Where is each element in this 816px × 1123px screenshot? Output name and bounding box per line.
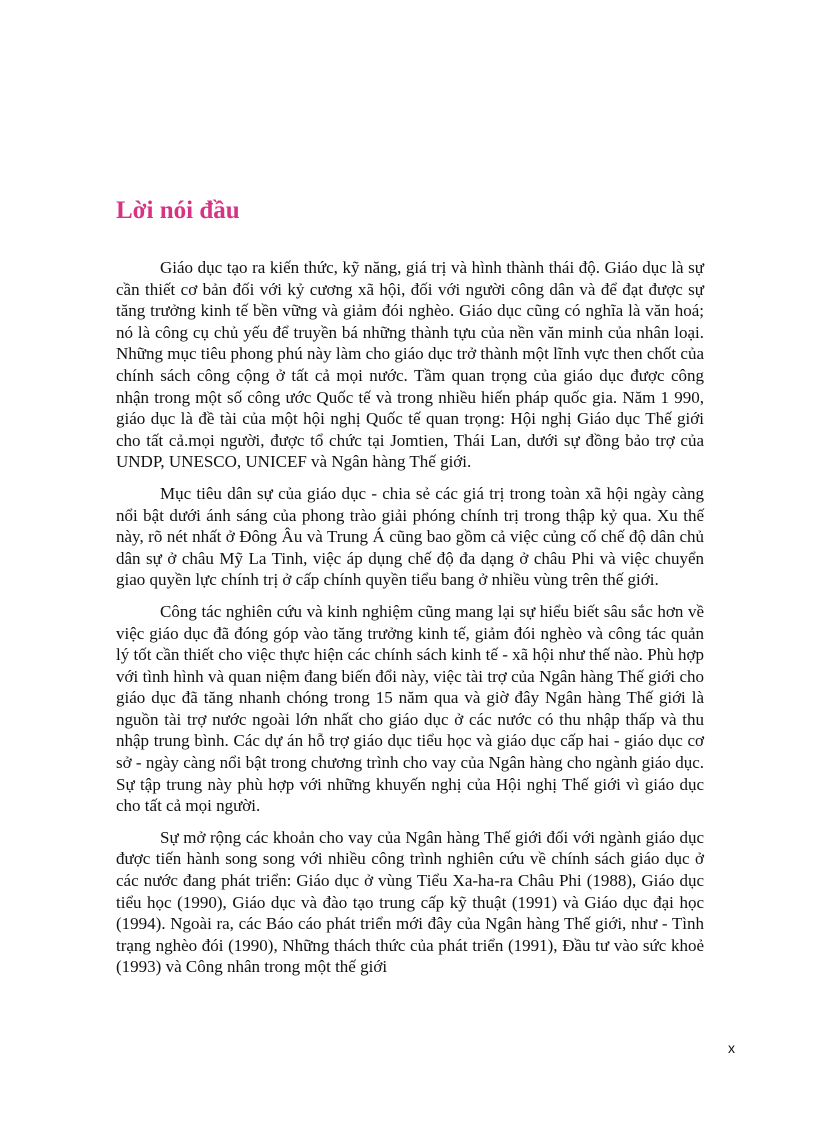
page-number: x xyxy=(728,1040,735,1056)
page-title: Lời nói đầu xyxy=(116,197,240,224)
paragraph-2: Mục tiêu dân sự của giáo dục - chia sẻ các giá trị trong toàn xã hội ngày càng nổi bật dưới ánh sáng của phong trào giải phóng chính trị trong thập kỷ qua. Xu thế này, rõ nét nhất ở Đông Âu và Trung Á cũng bao gồm cả việc củng cố chế độ dân chủ dân sự ở châu Mỹ La Tinh, việc áp dụng chế độ đa dạng ở châu Phi và việc chuyển giao quyền lực chính trị ở cấp chính quyền tiểu bang ở nhiều vùng trên thế giới. xyxy=(116,483,704,590)
paragraph-4: Sự mở rộng các khoản cho vay của Ngân hàng Thế giới đối với ngành giáo dục được tiến hành song song với nhiều công trình nghiên cứu về chính sách giáo dục ở các nước đang phát triển: Giáo dục ở vùng Tiểu Xa-ha-ra Châu Phi (1988), Giáo dục tiểu học (1990), Giáo dục và đào tạo trung cấp kỹ thuật (1991) và Giáo dục đại học (1994). Ngoài ra, các Báo cáo phát triển mới đây của Ngân hàng Thế giới, như - Tình trạng nghèo đói (1990), Những thách thức của phát triển (1991), Đầu tư vào sức khoẻ (1993) và Công nhân trong một thế giới xyxy=(116,827,704,977)
paragraph-3: Công tác nghiên cứu và kinh nghiệm cũng mang lại sự hiểu biết sâu sắc hơn về việc giáo dục đã đóng góp vào tăng trưởng kinh tế, giảm đói nghèo và công tác quản lý tốt cần thiết cho việc thực hiện các chính sách kinh tế - xã hội như thế nào. Phù hợp với tình hình và quan niệm đang biến đổi này, việc tài trợ của Ngân hàng Thế giới cho giáo dục đã tăng nhanh chóng trong 15 năm qua và giờ đây Ngân hàng Thế giới là nguồn tài trợ nước ngoài lớn nhất cho giáo dục ở các nước có thu nhập thấp và thu nhập trung bình. Các dự án hỗ trợ giáo dục tiểu học và giáo dục cấp hai - giáo dục cơ sở - ngày càng nổi bật trong chương trình cho vay của Ngân hàng cho ngành giáo dục. Sự tập trung này phù hợp với những khuyến nghị của Hội nghị Thế giới vì giáo dục cho tất cả mọi người. xyxy=(116,601,704,816)
paragraph-1: Giáo dục tạo ra kiến thức, kỹ năng, giá trị và hình thành thái độ. Giáo dục là sự cần thiết cơ bản đối với kỷ cương xã hội, đối với người công dân và để đạt được sự tăng trưởng kinh tế bền vững và giảm đói nghèo. Giáo dục cũng có nghĩa là văn hoá; nó là công cụ chủ yếu để truyền bá những thành tựu của nền văn minh của nhân loại. Những mục tiêu phong phú này làm cho giáo dục trở thành một lĩnh vực then chốt của chính sách công cộng ở tất cả mọi nước. Tầm quan trọng của giáo dục được công nhận trong một số công ước Quốc tế và trong nhiều hiến pháp quốc gia. Năm 1 990, giáo dục là đề tài của một hội nghị Quốc tế quan trọng: Hội nghị Giáo dục Thế giới cho tất cả.mọi người, được tổ chức tại Jomtien, Thái Lan, dưới sự đồng bảo trợ của UNDP, UNESCO, UNICEF và Ngân hàng Thế giới. xyxy=(116,258,704,472)
body-text xyxy=(116,257,704,988)
